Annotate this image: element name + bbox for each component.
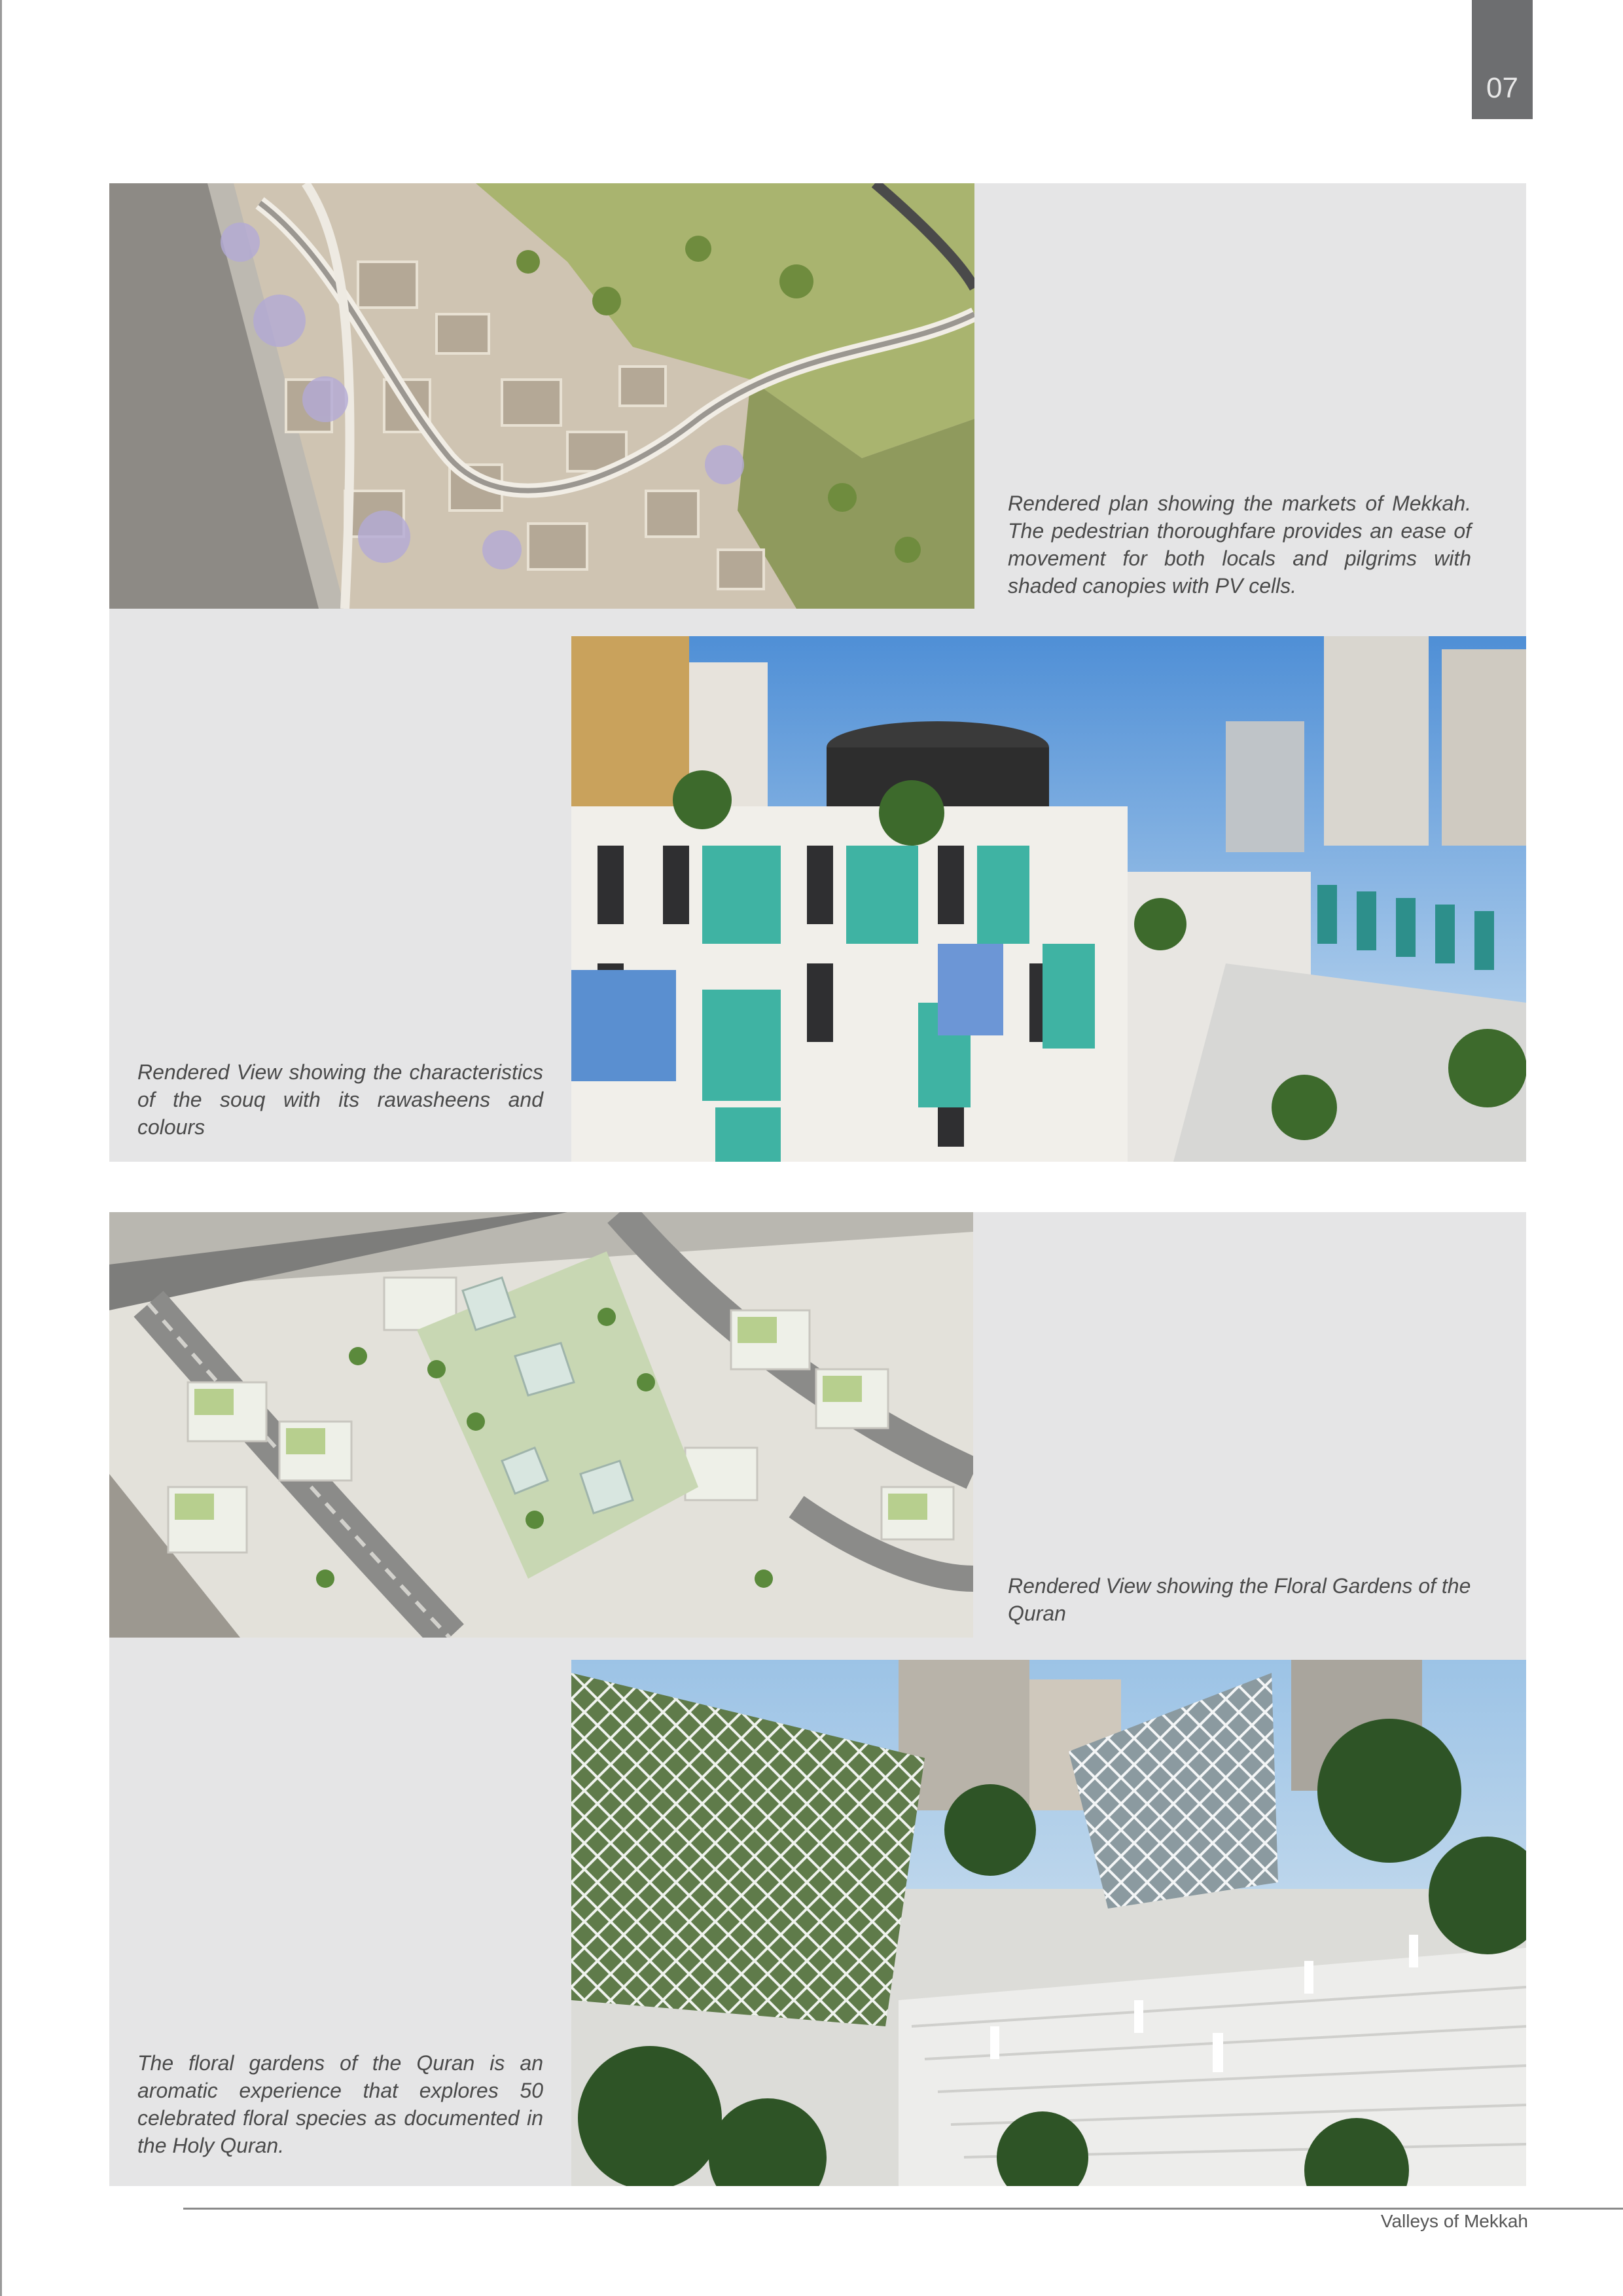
footer-title: Valleys of Mekkah [1380, 2211, 1528, 2231]
garden-plan-image [109, 1212, 973, 1638]
street-view-image [571, 636, 1526, 1162]
site-plan-image [109, 183, 974, 609]
footer-rule [183, 2208, 1623, 2210]
caption-markets-plan: Rendered plan showing the markets of Mekkah. The pedestrian thoroughfare provides an ease of movement for both locals and pilgrims with shaded canopies with PV cells. [1008, 492, 1471, 598]
page-edge-rule [0, 0, 2, 2296]
caption-floral-gardens: The floral gardens of the Quran is an aromatic experience that explores 50 celebrated floral species as documented in the Holy Quran. [137, 2051, 543, 2157]
page-number: 07 [1486, 72, 1518, 104]
caption-gardens-plan: Rendered View showing the Floral Gardens of the Quran [1008, 1574, 1471, 1625]
garden-pavilion-image [571, 1660, 1526, 2186]
caption-souq-view: Rendered View showing the characteristics of the souq with its rawasheens and colours [137, 1060, 543, 1139]
page-number-tab [1472, 0, 1533, 119]
